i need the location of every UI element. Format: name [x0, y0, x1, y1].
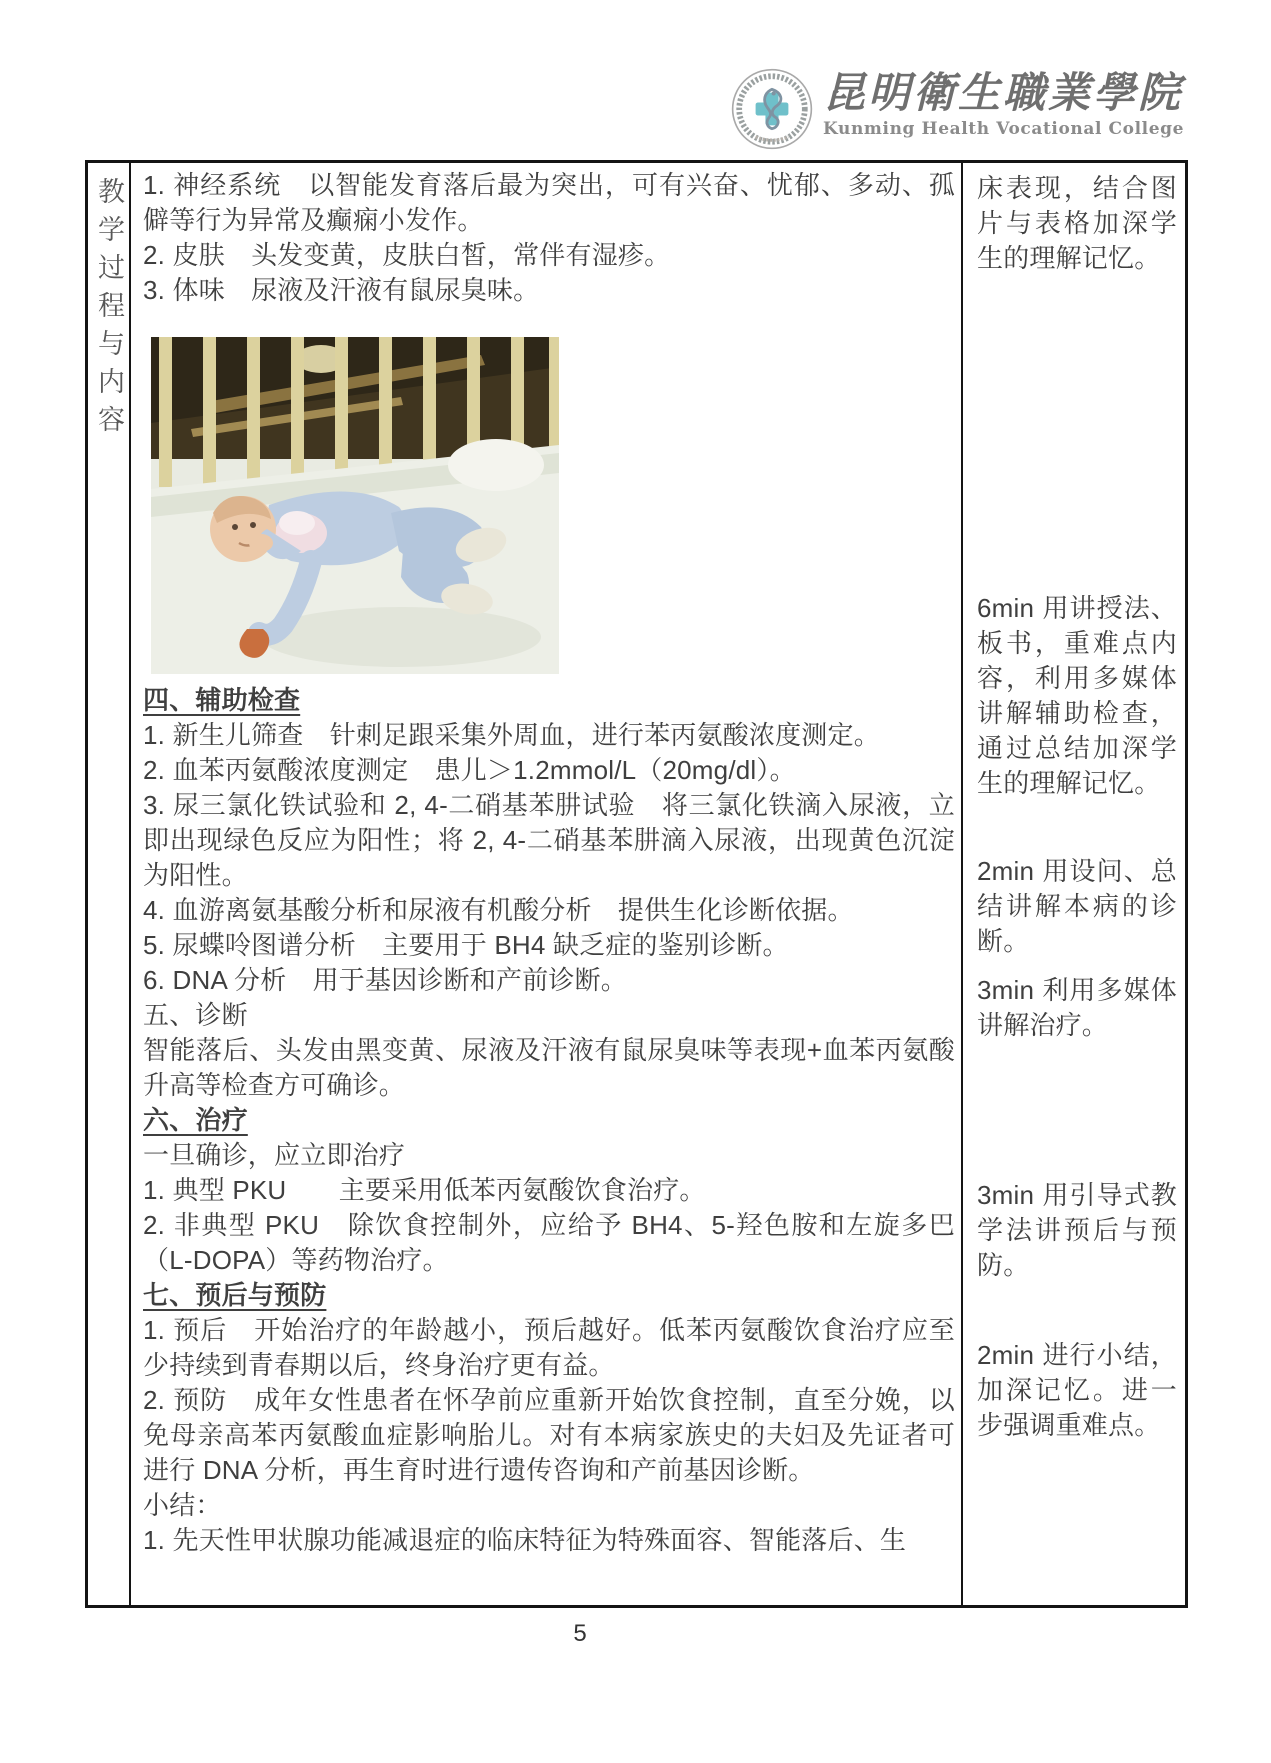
exam-item-dna-analysis: 6. DNA 分析 用于基因诊断和产前诊断。 — [143, 965, 627, 995]
exam-item-amino-acid-analysis: 4. 血游离氨基酸分析和尿液有机酸分析 提供生化诊断依据。 — [143, 895, 854, 925]
summary-item-1: 1. 先天性甲状腺功能减退症的临床特征为特殊面容、智能落后、生 — [143, 1525, 907, 1555]
clinical-item-odor: 3. 体味 尿液及汗液有鼠尿臭味。 — [143, 275, 540, 305]
section-heading-auxiliary-exams: 四、辅助检查 — [143, 685, 301, 715]
treatment-typical-pku: 1. 典型 PKU 主要采用低苯丙氨酸饮食治疗。 — [143, 1175, 706, 1205]
prevention-item: 2. 预防 成年女性患者在怀孕前应重新开始饮食控制，直至分娩，以免母亲高苯丙氨酸血症影响胎儿。对有本病家族史的夫妇及先证者可进行 DNA 分析，再生育时进行遗传咨询和产前基因诊断。 — [143, 1385, 955, 1485]
section-heading-prognosis-prevention: 七、预后与预防 — [143, 1280, 327, 1310]
section-heading-diagnosis: 五、诊断 — [143, 1000, 248, 1030]
note-clinical-presentation: 床表现，结合图片与表格加深学生的理解记忆。 — [977, 173, 1177, 273]
treatment-intro: 一旦确诊，应立即治疗 — [143, 1140, 406, 1170]
exam-item-blood-phe: 2. 血苯丙氨酸浓度测定 患儿＞1.2mmol/L（20mg/dl）。 — [143, 755, 796, 785]
treatment-atypical-pku: 2. 非典型 PKU 除饮食控制外，应给予 BH4、5-羟色胺和左旋多巴（L-DOPA）等药物治疗。 — [143, 1210, 955, 1275]
note-6min-lecture: 6min 用讲授法、板书，重难点内容，利用多媒体讲解辅助检查，通过总结加深学生的理解记忆。 — [977, 593, 1177, 798]
teaching-process-label: 教学过程与内容 — [94, 177, 124, 443]
content-column — [131, 163, 963, 1605]
summary-heading: 小结： — [143, 1490, 222, 1520]
college-logo — [731, 68, 1184, 150]
teaching-process-column — [88, 163, 131, 1605]
exam-item-urine-tests: 3. 尿三氯化铁试验和 2, 4-二硝基苯肼试验 将三氯化铁滴入尿液，立即出现绿色反应为阳性；将 2, 4-二硝基苯肼滴入尿液，出现黄色沉淀为阳性。 — [143, 790, 955, 890]
clinical-item-nervous-system: 1. 神经系统 以智能发育落后最为突出，可有兴奋、忧郁、多动、孤僻等行为异常及癫痫小发作。 — [143, 170, 955, 235]
note-3min-prognosis: 3min 用引导式教学法讲预后与预防。 — [977, 1180, 1177, 1280]
clinical-item-skin: 2. 皮肤 头发变黄，皮肤白皙，常伴有湿疹。 — [143, 240, 671, 270]
college-name-chinese: 昆明衛生職業學院 — [823, 68, 1184, 117]
page-number: 5 — [573, 1620, 587, 1647]
baby-in-crib-photo — [151, 337, 559, 674]
note-2min-diagnosis: 2min 用设问、总结讲解本病的诊断。 — [977, 856, 1177, 956]
note-2min-summary: 2min 进行小结，加深记忆。进一步强调重难点。 — [977, 1340, 1177, 1440]
exam-item-pterin-profile: 5. 尿蝶呤图谱分析 主要用于 BH4 缺乏症的鉴别诊断。 — [143, 930, 789, 960]
college-seal-icon — [731, 68, 813, 150]
note-3min-treatment: 3min 利用多媒体讲解治疗。 — [977, 975, 1177, 1040]
prognosis-item: 1. 预后 开始治疗的年龄越小，预后越好。低苯丙氨酸饮食治疗应至少持续到青春期以后，终身治疗更有益。 — [143, 1315, 955, 1380]
teaching-notes-column — [963, 163, 1185, 1605]
college-name-english: Kunming Health Vocational College — [823, 119, 1185, 139]
college-name-block — [823, 68, 1184, 140]
section-heading-treatment: 六、治疗 — [143, 1105, 248, 1135]
diagnosis-text: 智能落后、头发由黑变黄、尿液及汗液有鼠尿臭味等表现+血苯丙氨酸升高等检查方可确诊。 — [143, 1035, 955, 1100]
lesson-plan-table — [85, 160, 1188, 1608]
exam-item-newborn-screening: 1. 新生儿筛查 针刺足跟采集外周血，进行苯丙氨酸浓度测定。 — [143, 720, 880, 750]
